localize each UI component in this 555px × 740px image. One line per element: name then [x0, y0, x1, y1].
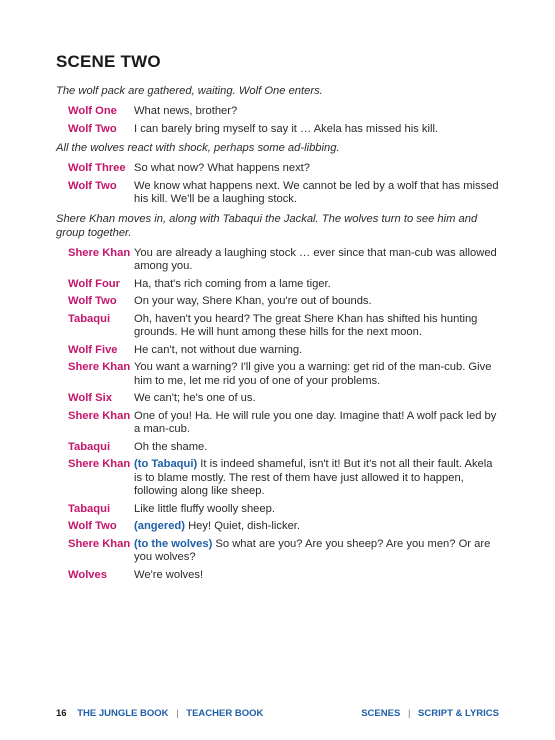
- speech-content: Like little fluffy woolly sheep.: [134, 502, 275, 515]
- speaker-name: Wolf Two: [68, 179, 117, 192]
- dialogue-line: [56, 105, 502, 119]
- speech-text: [134, 361, 502, 388]
- page-number: 16: [56, 708, 67, 719]
- speech-text: [134, 520, 502, 534]
- speech-content: One of you! Ha. He will rule you one day. Imagine that! A wolf pack led by a man-cub.: [134, 409, 497, 435]
- stage-direction-inline: (to Tabaqui): [134, 458, 198, 470]
- speech-text: [134, 441, 502, 455]
- speech-text: [134, 392, 502, 406]
- speaker-name: Tabaqui: [68, 502, 111, 515]
- dialogue-line: [56, 123, 502, 137]
- dialogue-line: [56, 410, 502, 437]
- speech-text: [134, 180, 502, 207]
- dialogue-line: [56, 278, 502, 292]
- speech-content: Oh, haven't you heard? The great Shere Khan has shifted his hunting grounds. He will hunt among these hills for the next moon.: [134, 312, 478, 338]
- speech-content: We're wolves!: [134, 568, 204, 581]
- scene-title: SCENE TWO: [56, 52, 161, 71]
- speaker-name: Wolf One: [68, 105, 117, 117]
- speech-text: [134, 162, 502, 176]
- speech-content: What news, brother?: [134, 105, 238, 117]
- page-footer: [56, 708, 499, 719]
- speech-text: [134, 569, 502, 583]
- dialogue-line: [56, 344, 502, 358]
- dialogue-line: [56, 569, 502, 583]
- speaker-name: Shere Khan: [68, 458, 131, 470]
- speech-text: [134, 538, 502, 565]
- book-type: TEACHER BOOK: [186, 708, 264, 719]
- footer-right: [361, 708, 499, 719]
- speaker-name: Tabaqui: [68, 440, 111, 453]
- script-body: [56, 84, 502, 587]
- dialogue-line: [56, 458, 502, 499]
- speech-content: On your way, Shere Khan, you're out of bounds.: [134, 295, 372, 307]
- speech-text: [134, 278, 502, 292]
- speaker-name: Shere Khan: [68, 537, 131, 550]
- speech-content: Ha, that's rich coming from a lame tiger.: [134, 277, 331, 290]
- dialogue-line: [56, 520, 502, 534]
- speech-content: So what are you? Are you sheep? Are you men? Or are you wolves?: [134, 537, 491, 563]
- speech-text: [134, 105, 502, 119]
- footer-separator: |: [407, 708, 411, 719]
- speech-content: Hey! Quiet, dish-licker.: [184, 520, 301, 532]
- dialogue-line: [56, 392, 502, 406]
- dialogue-block: [56, 105, 502, 136]
- dialogue-line: [56, 538, 502, 565]
- speech-content: You want a warning? I'll give you a warning: get rid of the man-cub. Give him to me, let me rid you of one of your problems.: [134, 361, 492, 387]
- stage-direction: All the wolves react with shock, perhaps some ad-libbing.: [56, 142, 340, 154]
- speech-text: [134, 313, 502, 340]
- stage-direction-inline: (to the wolves): [134, 537, 213, 550]
- speech-content: I can barely bring myself to say it … Akela has missed his kill.: [134, 122, 439, 135]
- dialogue-line: [56, 503, 502, 517]
- speaker-name: Wolf Four: [68, 277, 120, 290]
- dialogue-line: [56, 361, 502, 388]
- footer-separator: |: [176, 708, 179, 719]
- speaker-name: Wolf Five: [68, 343, 118, 356]
- speech-content: Oh the shame.: [134, 440, 208, 453]
- speaker-name: Wolf Two: [68, 295, 117, 307]
- speaker-name: Wolf Two: [68, 122, 117, 135]
- speech-content: You are already a laughing stock … ever since that man-cub was allowed among you.: [134, 246, 497, 272]
- subsection-name: SCRIPT & LYRICS: [418, 708, 499, 719]
- speech-content: So what now? What happens next?: [134, 162, 311, 174]
- speech-text: [134, 123, 502, 137]
- dialogue-line: [56, 162, 502, 176]
- dialogue-block: [56, 247, 502, 583]
- footer-left: [56, 708, 263, 719]
- speaker-name: Wolf Two: [68, 520, 117, 532]
- speech-text: [134, 410, 502, 437]
- section-name: SCENES: [361, 708, 401, 719]
- speech-content: We can't; he's one of us.: [134, 392, 256, 404]
- speech-text: [134, 458, 502, 499]
- speech-text: [134, 247, 502, 274]
- speech-content: We know what happens next. We cannot be led by a wolf that has missed his kill. We'll be a laughing stock.: [134, 179, 499, 205]
- speaker-name: Shere Khan: [68, 361, 131, 373]
- stage-direction: The wolf pack are gathered, waiting. Wolf One enters.: [56, 85, 323, 97]
- speech-text: [134, 503, 502, 517]
- book-title: THE JUNGLE BOOK: [77, 708, 169, 719]
- dialogue-line: [56, 313, 502, 340]
- dialogue-line: [56, 180, 502, 207]
- speaker-name: Wolf Three: [68, 162, 126, 174]
- speaker-name: Wolves: [68, 568, 107, 581]
- stage-direction-inline: (angered): [134, 520, 185, 532]
- dialogue-block: [56, 162, 502, 207]
- speech-text: [134, 295, 502, 309]
- speaker-name: Shere Khan: [68, 246, 131, 259]
- speaker-name: Tabaqui: [68, 312, 111, 325]
- speaker-name: Wolf Six: [68, 392, 112, 404]
- speech-text: [134, 344, 502, 358]
- dialogue-line: [56, 247, 502, 274]
- dialogue-line: [56, 295, 502, 309]
- speaker-name: Shere Khan: [68, 409, 131, 422]
- speech-content: He can't, not without due warning.: [134, 343, 303, 356]
- speech-content: It is indeed shameful, isn't it! But it's not all their fault. Akela is to blame mostly. The rest of them have just allowed it to happen, following along like sheep.: [134, 458, 493, 497]
- dialogue-line: [56, 441, 502, 455]
- stage-direction: Shere Khan moves in, along with Tabaqui the Jackal. The wolves turn to see him and group together.: [56, 212, 478, 239]
